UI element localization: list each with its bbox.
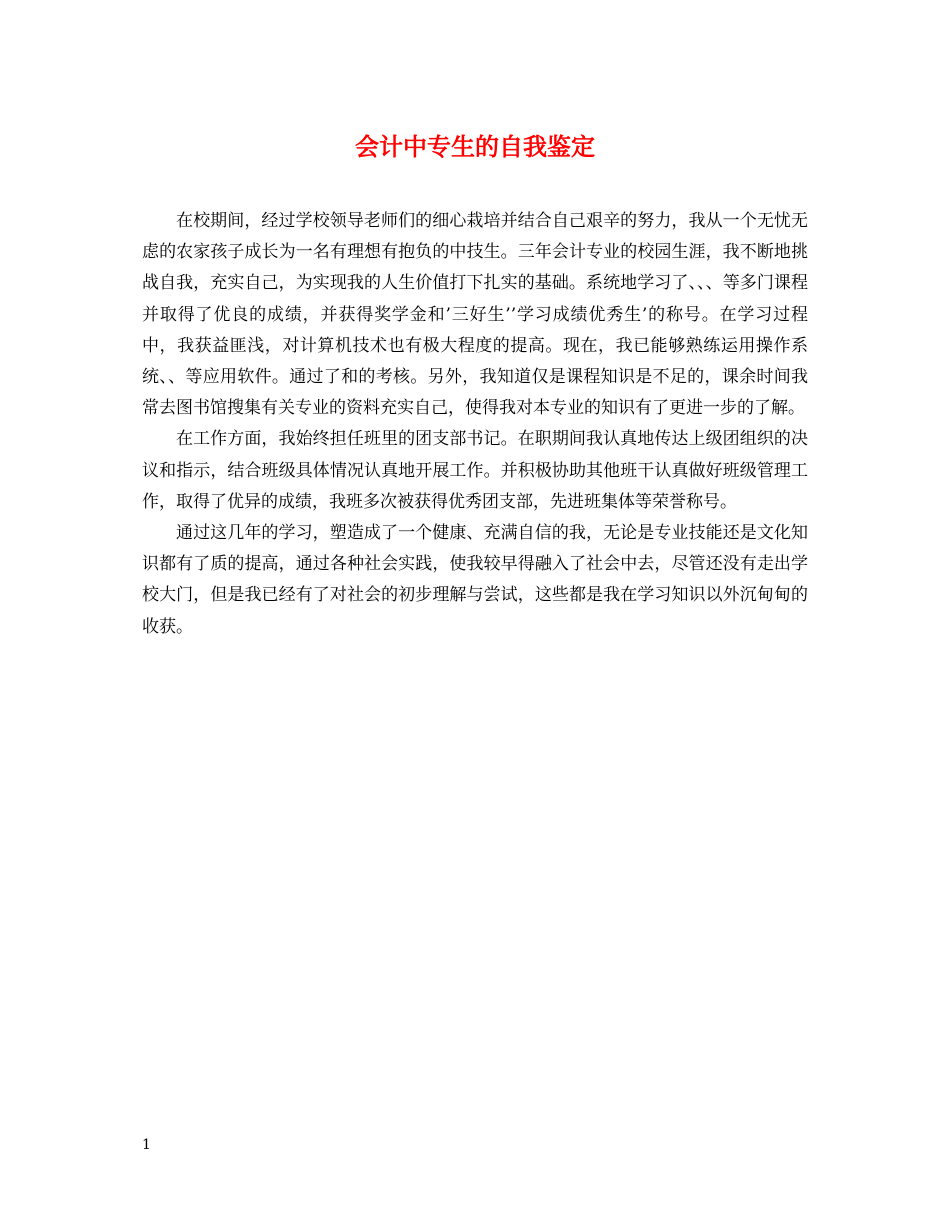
paragraph-work: 在工作方面，我始终担任班里的团支部书记。在职期间我认真地传达上级团组织的决议和指示，结合班级具体情况认真地开展工作。并积极协助其他班干认真做好班级管理工作，取得了优异的成绩，我班多次被获得优秀团支部，先进班集体等荣誉称号。 bbox=[142, 429, 808, 512]
document-title: 会计中专生的自我鉴定 bbox=[355, 132, 595, 161]
paragraph-school-period: 在校期间，经过学校领导老师们的细心栽培并结合自己艰辛的努力，我从一个无忧无虑的农家孩子成长为一名有理想有抱负的中技生。三年会计专业的校园生涯，我不断地挑战自我，充实自己，为实现我的人生价值打下扎实的基础。系统地学习了、、、等多门课程并取得了优良的成绩，并获得奖学金和’三好生’’学习成绩优秀生’的称号。在学习过程中，我获益匪浅，对计算机技术也有极大程度的提高。现在，我已能够熟练运用操作系统、、等应用软件。通过了和的考核。另外，我知道仅是课程知识是不足的，课余时间我常去图书馆搜集有关专业的资料充实自己，使得我对本专业的知识有了更进一步的了解。 bbox=[142, 211, 808, 419]
page-number: 1 bbox=[142, 1137, 151, 1153]
document-body bbox=[142, 206, 808, 643]
paragraph-summary: 通过这几年的学习，塑造成了一个健康、充满自信的我，无论是专业技能还是文化知识都有了质的提高，通过各种社会实践，使我较早得融入了社会中去，尽管还没有走出学校大门，但是我已经有了对社会的初步理解与尝试，这些都是我在学习知识以外沉甸甸的收获。 bbox=[142, 523, 808, 637]
